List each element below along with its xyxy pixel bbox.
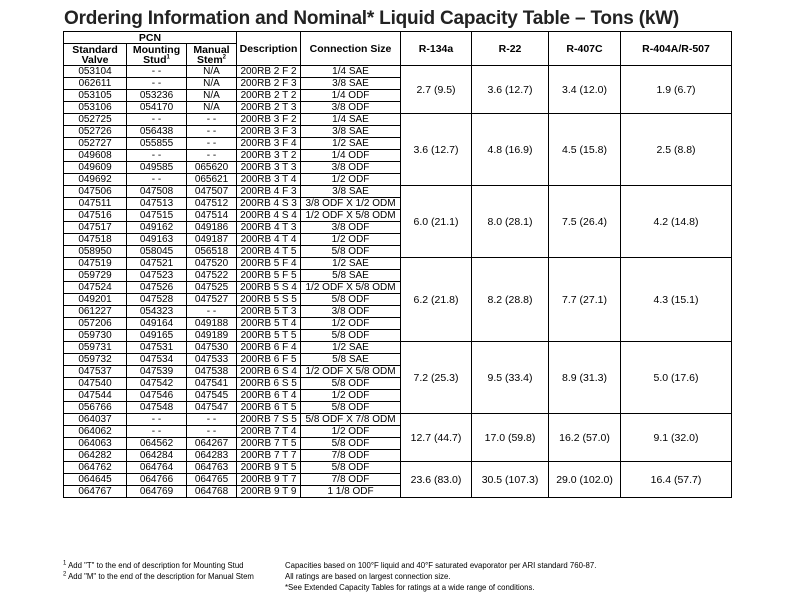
capacity-r407c: 16.2 (57.0): [549, 414, 621, 462]
connection-size-cell: 5/8 ODF: [301, 294, 401, 306]
mounting-stud-cell: 047508: [127, 186, 187, 198]
connection-size-cell: 3/8 ODF: [301, 162, 401, 174]
manual-stem-cell: 064267: [187, 438, 237, 450]
table-row: [64, 258, 732, 270]
table-row: [64, 186, 732, 198]
standard-valve-cell: 047544: [64, 390, 127, 402]
manual-stem-cell: 047533: [187, 354, 237, 366]
connection-size-header: Connection Size: [301, 32, 401, 66]
description-cell: 200RB 4 T 3: [237, 222, 301, 234]
manual-stem-cell: 049187: [187, 234, 237, 246]
manual-stem-cell: 047538: [187, 366, 237, 378]
capacity-r407c: 29.0 (102.0): [549, 462, 621, 498]
description-cell: 200RB 3 F 3: [237, 126, 301, 138]
description-cell: 200RB 4 S 3: [237, 198, 301, 210]
manual-stem-cell: - -: [187, 126, 237, 138]
capacity-r134a: 23.6 (83.0): [401, 462, 472, 498]
standard-valve-cell: 047524: [64, 282, 127, 294]
r404a-r507-header: R-404A/R-507: [621, 32, 732, 66]
connection-size-cell: 3/8 ODF: [301, 222, 401, 234]
description-cell: 200RB 5 S 5: [237, 294, 301, 306]
capacity-r22: 8.0 (28.1): [472, 186, 549, 258]
r407c-header: R-407C: [549, 32, 621, 66]
capacity-r134a: 12.7 (44.7): [401, 414, 472, 462]
mounting-stud-cell: 047523: [127, 270, 187, 282]
mounting-stud-cell: 054323: [127, 306, 187, 318]
description-cell: 200RB 3 T 3: [237, 162, 301, 174]
connection-size-cell: 1/2 ODF: [301, 390, 401, 402]
mounting-stud-cell: - -: [127, 78, 187, 90]
standard-valve-cell: 049692: [64, 174, 127, 186]
connection-size-cell: 5/8 SAE: [301, 270, 401, 282]
mounting-stud-cell: 064769: [127, 486, 187, 498]
table-row: [64, 66, 732, 78]
capacity-r134a: 7.2 (25.3): [401, 342, 472, 414]
mounting-stud-cell: - -: [127, 414, 187, 426]
manual-stem-cell: 049188: [187, 318, 237, 330]
mounting-stud-cell: 047534: [127, 354, 187, 366]
capacity-r404a-r507: 16.4 (57.7): [621, 462, 732, 498]
connection-size-cell: 3/8 ODF X 1/2 ODM: [301, 198, 401, 210]
description-cell: 200RB 6 S 4: [237, 366, 301, 378]
capacity-table: [63, 31, 732, 498]
standard-valve-cell: 047519: [64, 258, 127, 270]
standard-valve-cell: 047537: [64, 366, 127, 378]
description-cell: 200RB 9 T 5: [237, 462, 301, 474]
mounting-stud-cell: 064284: [127, 450, 187, 462]
manual-stem-cell: 047530: [187, 342, 237, 354]
connection-size-cell: 3/8 SAE: [301, 126, 401, 138]
manual-stem-cell: - -: [187, 306, 237, 318]
capacity-r22: 3.6 (12.7): [472, 66, 549, 114]
standard-valve-cell: 047518: [64, 234, 127, 246]
connection-size-cell: 3/8 SAE: [301, 78, 401, 90]
manual-stem-cell: 047541: [187, 378, 237, 390]
connection-size-cell: 1/2 ODF: [301, 426, 401, 438]
manual-stem-cell: N/A: [187, 102, 237, 114]
table-row: [64, 342, 732, 354]
manual-stem-cell: 064768: [187, 486, 237, 498]
r22-header: R-22: [472, 32, 549, 66]
description-cell: 200RB 4 F 3: [237, 186, 301, 198]
manual-stem-cell: 064283: [187, 450, 237, 462]
connection-size-cell: 1/4 SAE: [301, 114, 401, 126]
footnotes-left: [63, 560, 283, 582]
standard-valve-cell: 049201: [64, 294, 127, 306]
connection-size-cell: 7/8 ODF: [301, 474, 401, 486]
capacity-r22: 9.5 (33.4): [472, 342, 549, 414]
connection-size-cell: 1/2 ODF: [301, 234, 401, 246]
standard-valve-cell: 059731: [64, 342, 127, 354]
description-cell: 200RB 9 T 7: [237, 474, 301, 486]
mounting-stud-cell: 064562: [127, 438, 187, 450]
description-cell: 200RB 5 S 4: [237, 282, 301, 294]
description-cell: 200RB 3 F 2: [237, 114, 301, 126]
manual-stem-cell: - -: [187, 426, 237, 438]
mounting-stud-cell: - -: [127, 426, 187, 438]
mounting-stud-cell: 047515: [127, 210, 187, 222]
standard-valve-cell: 062611: [64, 78, 127, 90]
mounting-stud-cell: 053236: [127, 90, 187, 102]
manual-stem-cell: N/A: [187, 90, 237, 102]
standard-valve-cell: 064037: [64, 414, 127, 426]
manual-stem-header: Manual Stem$^2$: [187, 44, 237, 66]
capacity-r407c: 7.7 (27.1): [549, 258, 621, 342]
footnote-1: $^1$ Add "T" to the end of description for Mounting Stud: [63, 560, 244, 570]
standard-valve-cell: 053105: [64, 90, 127, 102]
capacity-r134a: 2.7 (9.5): [401, 66, 472, 114]
connection-size-cell: 3/8 SAE: [301, 186, 401, 198]
standard-valve-cell: 047517: [64, 222, 127, 234]
description-cell: 200RB 3 T 2: [237, 150, 301, 162]
capacity-r134a: 3.6 (12.7): [401, 114, 472, 186]
description-cell: 200RB 6 T 5: [237, 402, 301, 414]
capacity-r134a: 6.0 (21.1): [401, 186, 472, 258]
description-cell: 200RB 7 T 4: [237, 426, 301, 438]
description-cell: 200RB 4 T 4: [237, 234, 301, 246]
description-cell: 200RB 9 T 9: [237, 486, 301, 498]
standard-valve-cell: 064767: [64, 486, 127, 498]
table-body: [64, 66, 732, 498]
connection-size-cell: 1/2 SAE: [301, 258, 401, 270]
mounting-stud-cell: 047528: [127, 294, 187, 306]
standard-valve-cell: 064762: [64, 462, 127, 474]
standard-valve-cell: 058950: [64, 246, 127, 258]
manual-stem-cell: N/A: [187, 66, 237, 78]
standard-valve-cell: 047511: [64, 198, 127, 210]
manual-stem-cell: 047514: [187, 210, 237, 222]
capacity-r404a-r507: 5.0 (17.6): [621, 342, 732, 414]
standard-valve-cell: 049609: [64, 162, 127, 174]
capacity-r407c: 4.5 (15.8): [549, 114, 621, 186]
description-cell: 200RB 5 F 5: [237, 270, 301, 282]
description-cell: 200RB 7 S 5: [237, 414, 301, 426]
description-cell: 200RB 5 T 5: [237, 330, 301, 342]
connection-size-cell: 5/8 ODF: [301, 462, 401, 474]
connection-size-cell: 1/2 ODF X 5/8 ODM: [301, 366, 401, 378]
pcn-header: PCN: [64, 32, 237, 44]
table-row: [64, 114, 732, 126]
mounting-stud-cell: 049165: [127, 330, 187, 342]
mounting-stud-cell: 064766: [127, 474, 187, 486]
connection-size-cell: 1/4 ODF: [301, 90, 401, 102]
connection-size-cell: 1/2 ODF X 5/8 ODM: [301, 210, 401, 222]
mounting-stud-cell: - -: [127, 174, 187, 186]
mounting-stud-header: Mounting Stud$^1$: [127, 44, 187, 66]
connection-size-cell: 3/8 ODF: [301, 102, 401, 114]
connection-size-cell: 5/8 ODF: [301, 378, 401, 390]
connection-size-cell: 3/8 ODF: [301, 306, 401, 318]
connection-size-cell: 1/2 ODF X 5/8 ODM: [301, 282, 401, 294]
manual-stem-cell: 047527: [187, 294, 237, 306]
standard-valve-cell: 064062: [64, 426, 127, 438]
capacity-r407c: 8.9 (31.3): [549, 342, 621, 414]
mounting-stud-cell: 049162: [127, 222, 187, 234]
mounting-stud-cell: 047539: [127, 366, 187, 378]
manual-stem-cell: 065621: [187, 174, 237, 186]
connection-size-cell: 1/2 SAE: [301, 342, 401, 354]
manual-stem-cell: - -: [187, 414, 237, 426]
description-cell: 200RB 2 T 2: [237, 90, 301, 102]
note-extended-tables: *See Extended Capacity Tables for ratings at a wide range of conditions.: [285, 583, 535, 592]
standard-valve-cell: 047506: [64, 186, 127, 198]
capacity-r134a: 6.2 (21.8): [401, 258, 472, 342]
connection-size-cell: 5/8 ODF: [301, 330, 401, 342]
mounting-stud-cell: 064764: [127, 462, 187, 474]
description-cell: 200RB 3 T 4: [237, 174, 301, 186]
manual-stem-cell: 047507: [187, 186, 237, 198]
manual-stem-cell: 049189: [187, 330, 237, 342]
connection-size-cell: 1/2 ODF: [301, 174, 401, 186]
mounting-stud-cell: 047526: [127, 282, 187, 294]
standard-valve-cell: 052725: [64, 114, 127, 126]
capacity-r22: 8.2 (28.8): [472, 258, 549, 342]
description-cell: 200RB 6 S 5: [237, 378, 301, 390]
description-cell: 200RB 4 S 4: [237, 210, 301, 222]
manual-stem-cell: - -: [187, 138, 237, 150]
standard-valve-header: Standard Valve: [64, 44, 127, 66]
description-cell: 200RB 7 T 5: [237, 438, 301, 450]
manual-stem-cell: 047512: [187, 198, 237, 210]
connection-size-cell: 5/8 ODF: [301, 246, 401, 258]
mounting-stud-cell: 047542: [127, 378, 187, 390]
capacity-r404a-r507: 4.3 (15.1): [621, 258, 732, 342]
description-cell: 200RB 2 F 3: [237, 78, 301, 90]
connection-size-cell: 1 1/8 ODF: [301, 486, 401, 498]
description-cell: 200RB 7 T 7: [237, 450, 301, 462]
footnote-2: $^2$ Add "M" to the end of the description for Manual Stem: [63, 571, 254, 581]
capacity-r22: 4.8 (16.9): [472, 114, 549, 186]
standard-valve-cell: 059730: [64, 330, 127, 342]
table-row: [64, 462, 732, 474]
connection-size-cell: 7/8 ODF: [301, 450, 401, 462]
connection-size-cell: 1/4 SAE: [301, 66, 401, 78]
mounting-stud-cell: 049163: [127, 234, 187, 246]
description-cell: 200RB 6 T 4: [237, 390, 301, 402]
manual-stem-cell: 047525: [187, 282, 237, 294]
description-cell: 200RB 5 T 3: [237, 306, 301, 318]
mounting-stud-cell: 056438: [127, 126, 187, 138]
standard-valve-cell: 064282: [64, 450, 127, 462]
connection-size-cell: 5/8 ODF: [301, 402, 401, 414]
capacity-r22: 30.5 (107.3): [472, 462, 549, 498]
description-cell: 200RB 5 T 4: [237, 318, 301, 330]
mounting-stud-cell: 047548: [127, 402, 187, 414]
standard-valve-cell: 059732: [64, 354, 127, 366]
note-capacity-basis: Capacities based on 100°F liquid and 40°F saturated evaporator per ARI standard 760-87.: [285, 561, 597, 570]
manual-stem-cell: - -: [187, 150, 237, 162]
standard-valve-cell: 047540: [64, 378, 127, 390]
capacity-r404a-r507: 1.9 (6.7): [621, 66, 732, 114]
description-cell: 200RB 2 T 3: [237, 102, 301, 114]
connection-size-cell: 5/8 ODF X 7/8 ODM: [301, 414, 401, 426]
manual-stem-cell: 049186: [187, 222, 237, 234]
standard-valve-cell: 053106: [64, 102, 127, 114]
mounting-stud-cell: 058045: [127, 246, 187, 258]
description-header: Description: [237, 32, 301, 66]
description-cell: 200RB 6 F 4: [237, 342, 301, 354]
mounting-stud-cell: - -: [127, 66, 187, 78]
connection-size-cell: 1/2 SAE: [301, 138, 401, 150]
capacity-r404a-r507: 4.2 (14.8): [621, 186, 732, 258]
standard-valve-cell: 052727: [64, 138, 127, 150]
standard-valve-cell: 057206: [64, 318, 127, 330]
manual-stem-cell: 065620: [187, 162, 237, 174]
capacity-r404a-r507: 2.5 (8.8): [621, 114, 732, 186]
mounting-stud-cell: - -: [127, 114, 187, 126]
mounting-stud-cell: 054170: [127, 102, 187, 114]
mounting-stud-cell: - -: [127, 150, 187, 162]
manual-stem-cell: 047545: [187, 390, 237, 402]
note-connection-size: All ratings are based on largest connection size.: [285, 572, 451, 581]
manual-stem-cell: N/A: [187, 78, 237, 90]
mounting-stud-cell: 047546: [127, 390, 187, 402]
standard-valve-cell: 064645: [64, 474, 127, 486]
standard-valve-cell: 052726: [64, 126, 127, 138]
standard-valve-cell: 059729: [64, 270, 127, 282]
manual-stem-cell: 047547: [187, 402, 237, 414]
standard-valve-cell: 064063: [64, 438, 127, 450]
description-cell: 200RB 5 F 4: [237, 258, 301, 270]
mounting-stud-cell: 047531: [127, 342, 187, 354]
description-cell: 200RB 4 T 5: [237, 246, 301, 258]
footnotes-right: [285, 560, 755, 593]
capacity-r22: 17.0 (59.8): [472, 414, 549, 462]
connection-size-cell: 5/8 ODF: [301, 438, 401, 450]
capacity-r407c: 3.4 (12.0): [549, 66, 621, 114]
page-title: Ordering Information and Nominal* Liquid Capacity Table – Tons (kW): [64, 8, 680, 29]
manual-stem-cell: 047522: [187, 270, 237, 282]
manual-stem-cell: 047520: [187, 258, 237, 270]
mounting-stud-cell: 049585: [127, 162, 187, 174]
capacity-r404a-r507: 9.1 (32.0): [621, 414, 732, 462]
standard-valve-cell: 061227: [64, 306, 127, 318]
connection-size-cell: 5/8 SAE: [301, 354, 401, 366]
standard-valve-cell: 053104: [64, 66, 127, 78]
connection-size-cell: 1/4 ODF: [301, 150, 401, 162]
r134a-header: R-134a: [401, 32, 472, 66]
description-cell: 200RB 3 F 4: [237, 138, 301, 150]
manual-stem-cell: 064765: [187, 474, 237, 486]
manual-stem-cell: 064763: [187, 462, 237, 474]
mounting-stud-cell: 049164: [127, 318, 187, 330]
description-cell: 200RB 2 F 2: [237, 66, 301, 78]
description-cell: 200RB 6 F 5: [237, 354, 301, 366]
manual-stem-cell: 056518: [187, 246, 237, 258]
mounting-stud-cell: 055855: [127, 138, 187, 150]
standard-valve-cell: 056766: [64, 402, 127, 414]
mounting-stud-cell: 047513: [127, 198, 187, 210]
standard-valve-cell: 049608: [64, 150, 127, 162]
connection-size-cell: 1/2 ODF: [301, 318, 401, 330]
table-row: [64, 414, 732, 426]
mounting-stud-cell: 047521: [127, 258, 187, 270]
manual-stem-cell: - -: [187, 114, 237, 126]
standard-valve-cell: 047516: [64, 210, 127, 222]
capacity-r407c: 7.5 (26.4): [549, 186, 621, 258]
